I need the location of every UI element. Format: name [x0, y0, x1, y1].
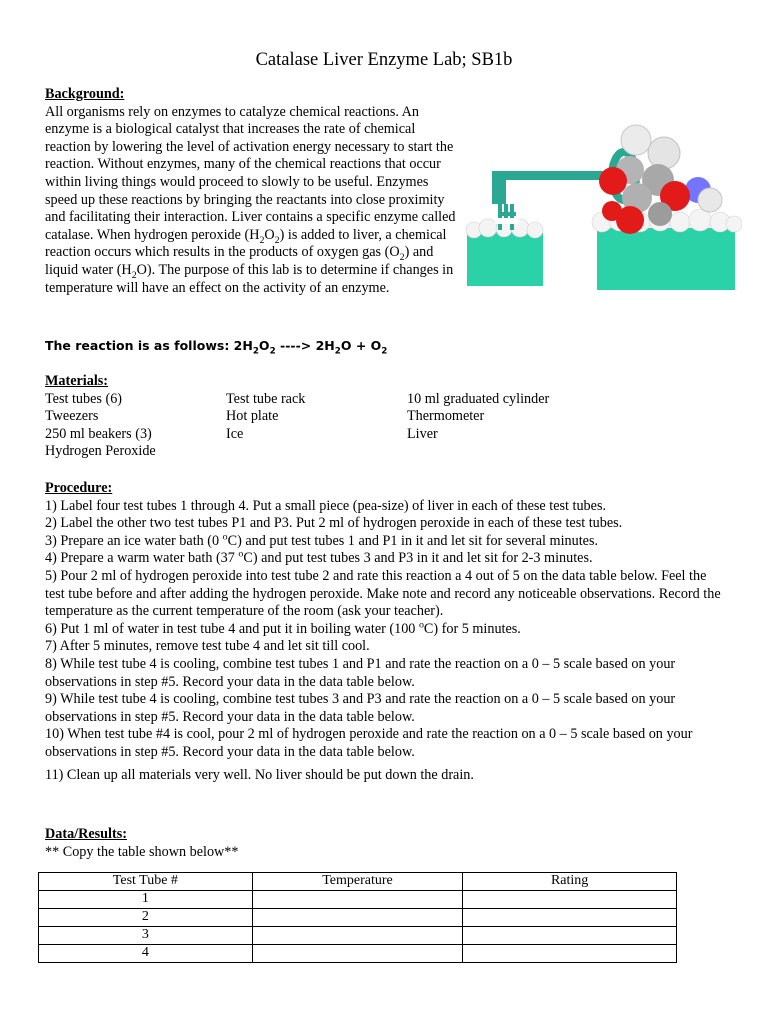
enzyme-base-left [466, 219, 543, 286]
material-item: Liver [407, 425, 438, 442]
procedure-heading: Procedure: [45, 480, 113, 496]
test-tube-cell: 4 [39, 945, 253, 963]
page-title: Catalase Liver Enzyme Lab; SB1b [255, 50, 513, 70]
temperature-cell [252, 909, 463, 927]
procedure-step-5: 5) Pour 2 ml of hydrogen peroxide into test tube 2 and rate this reaction a 4 out of 5 on the data table below. Feel the test tube before and after adding the hydrogen peroxide. Make note and record any noticeable observations. Record the temperature as the current temperature of the room (ask your teacher). [45, 567, 721, 620]
data-heading: Data/Results: [45, 826, 127, 842]
rating-cell [463, 945, 677, 963]
procedure-step-4: 4) Prepare a warm water bath (37 $^o$C) and put test tubes 3 and P3 in it and let sit for 2-3 minutes. [45, 548, 593, 567]
results-table [38, 872, 677, 963]
material-item: 10 ml graduated cylinder [407, 390, 550, 407]
material-item: Tweezers [45, 408, 99, 425]
test-tube-cell: 3 [39, 927, 253, 945]
reaction-equation: The reaction is as follows: $2H_2O_2$ ----> $2H_2O + O_2$ [45, 338, 388, 357]
data-note: ** Copy the table shown below** [45, 843, 239, 860]
table-row [39, 891, 677, 909]
background-heading: Background: [45, 86, 125, 102]
procedure-step-6: 6) Put 1 ml of water in test tube 4 and put it in boiling water (100 $^o$C) for 5 minutes. [45, 619, 521, 637]
column-header: Temperature [252, 873, 463, 891]
temperature-cell [252, 945, 463, 963]
procedure-step-2: 2) Label the other two test tubes P1 and P3. Put 2 ml of hydrogen peroxide in each of these test tubes. [45, 515, 623, 532]
temperature-cell [252, 927, 463, 945]
procedure-section [45, 480, 725, 784]
procedure-step-8: 8) While test tube 4 is cooling, combine test tubes 1 and P1 and rate the reaction on a 0 – 5 scale based on your observations in step #5. Record your data in the data table below. [45, 655, 676, 690]
material-item: Test tube rack [226, 390, 306, 407]
procedure-step-3: 3) Prepare an ice water bath (0 $^o$C) and put test tubes 1 and P1 in it and let sit for several minutes. [45, 531, 599, 549]
procedure-step-1: 1) Label four test tubes 1 through 4. Put a small piece (pea-size) of liver in each of these test tubes. [45, 497, 607, 514]
material-item: Thermometer [407, 408, 485, 425]
test-tube-cell: 1 [39, 891, 253, 909]
materials-list [45, 391, 627, 461]
background-section [45, 86, 463, 297]
table-header-row [39, 873, 677, 891]
material-item: Ice [226, 425, 244, 442]
table-row [39, 945, 677, 963]
column-header: Test Tube # [39, 873, 253, 891]
rating-cell [463, 909, 677, 927]
procedure-step-9: 9) While test tube 4 is cooling, combine test tubes 3 and P3 and rate the reaction on a 0 – 5 scale based on your observations in step #5. Record your data in the data table below. [45, 691, 676, 725]
table-row [39, 927, 677, 945]
background-paragraph: All organisms rely on enzymes to catalyze chemical reactions. An enzyme is a biological catalyst that increases the rate of chemical reaction by lowering the level of activation energy necessary to start the reaction. Without enzymes, many of the chemical reactions that occur within living things would proceed to slowly to be useful. Enzymes speed up these reactions by bringing the reactants into close proximity and facilitating their interaction. Liver contains a specific enzyme called catalase. When hydrogen peroxide $(H_2O_2)$ is added to liver, a chemical reaction occurs which results in the products of oxygen gas $(O_2)$ and liquid water $(H_2O)$. The purpose of this lab is to determine if changes in temperature will have an effect on the activity of an enzyme. [45, 103, 456, 296]
procedure-step-11: 11) Clean up all materials very well. No liver should be put down the drain. [45, 766, 474, 783]
rating-cell [463, 891, 677, 909]
table-row [39, 909, 677, 927]
material-item: 250 ml beakers (3) [45, 425, 152, 442]
materials-section [45, 373, 627, 461]
column-header: Rating [463, 873, 677, 891]
materials-heading: Materials: [45, 373, 109, 389]
material-item: Test tubes (6) [45, 390, 123, 407]
procedure-step-7: 7) After 5 minutes, remove test tube 4 and let sit till cool. [45, 638, 370, 655]
rating-cell [463, 927, 677, 945]
test-tube-cell: 2 [39, 909, 253, 927]
data-section [45, 826, 238, 861]
temperature-cell [252, 891, 463, 909]
material-item: Hot plate [226, 408, 279, 425]
enzyme-lock-key-illustration [462, 118, 742, 293]
material-item: Hydrogen Peroxide [45, 443, 156, 460]
procedure-step-10: 10) When test tube #4 is cool, pour 2 ml of hydrogen peroxide and rate the reaction on a 0 – 5 scale based on your observations in step #5. Record your data in the data table below. [45, 726, 693, 760]
